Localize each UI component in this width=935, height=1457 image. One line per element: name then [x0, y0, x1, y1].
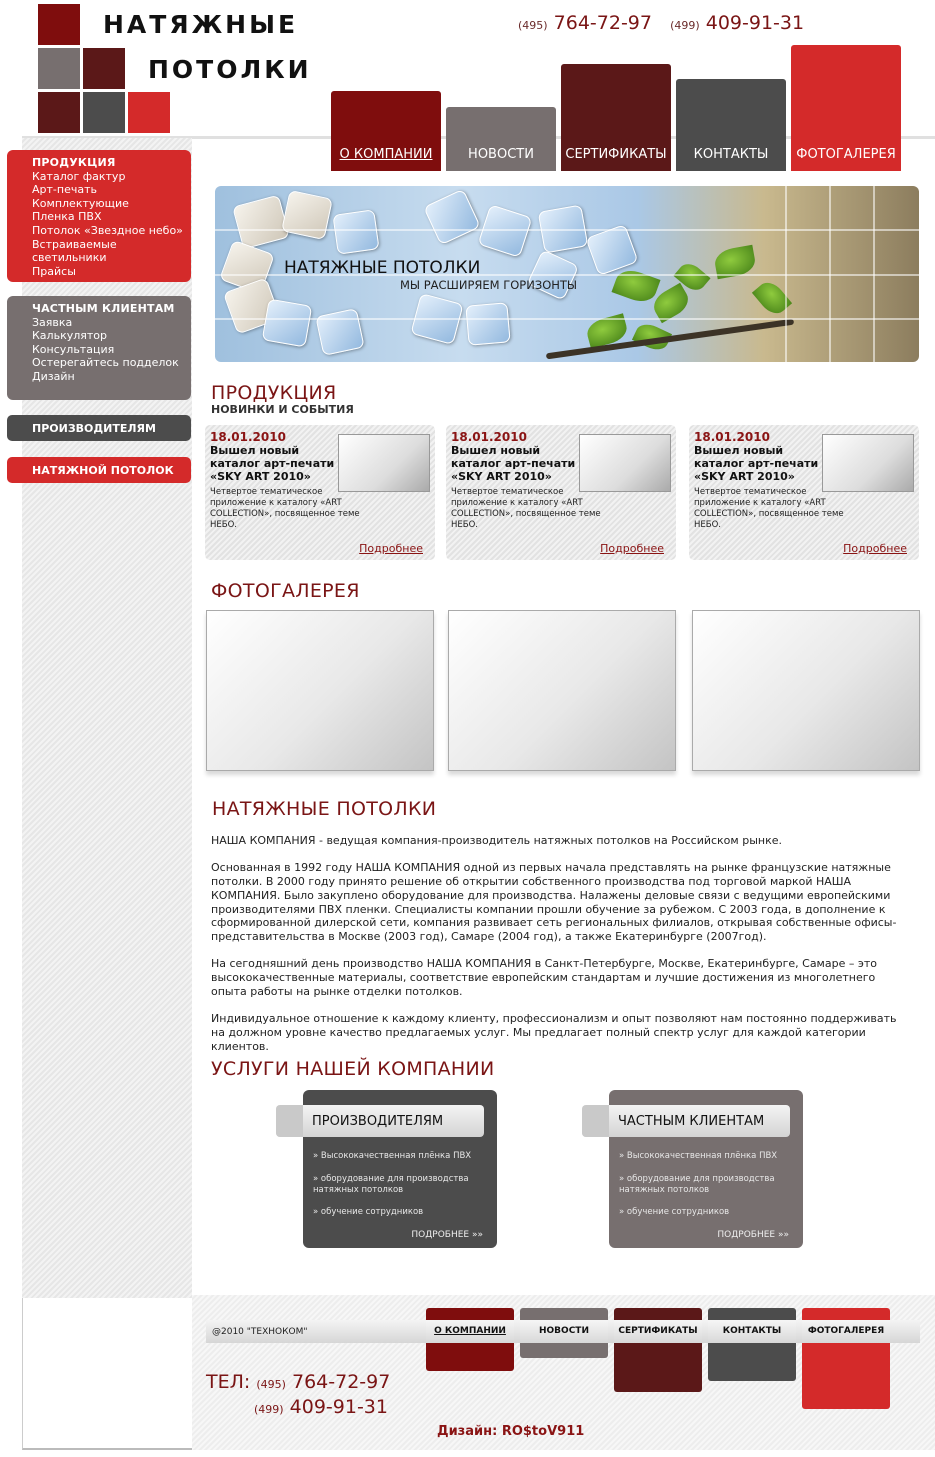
nav-tab-certificates[interactable]: [561, 64, 671, 171]
sidebar-item[interactable]: Консультация: [32, 342, 115, 356]
news-thumbnail[interactable]: [822, 434, 914, 492]
banner-tile: [585, 224, 638, 276]
nav-tab-about[interactable]: [331, 91, 441, 171]
news-date: 18.01.2010: [451, 430, 527, 444]
footer-phones: [206, 1371, 390, 1421]
footer-nav-news[interactable]: [520, 1308, 608, 1358]
service-item: » обучение сотрудников: [313, 1207, 424, 1217]
footer-nav-gallery[interactable]: [802, 1308, 890, 1409]
banner-grid: [215, 318, 919, 320]
sidebar-producers-button[interactable]: ПРОИЗВОДИТЕЛЯМ: [7, 415, 191, 441]
phone-code: (499): [670, 19, 700, 32]
phone-code: (495): [518, 19, 548, 32]
banner-subtitle: МЫ РАСШИРЯЕМ ГОРИЗОНТЫ: [400, 278, 578, 292]
sidebar-item[interactable]: Комплектующие: [32, 196, 129, 210]
news-thumbnail[interactable]: [338, 434, 430, 492]
logo-square: [128, 92, 170, 133]
nav-tab-label: ФОТОГАЛЕРЕЯ: [796, 147, 896, 162]
hero-banner: [215, 186, 919, 362]
logo-square: [38, 92, 80, 133]
sidebar-products-title[interactable]: ПРОДУКЦИЯ: [32, 156, 116, 169]
service-card-producers: [303, 1090, 497, 1248]
banner-grid: [785, 186, 787, 362]
nav-tab-label: КОНТАКТЫ: [693, 147, 769, 162]
news-date: 18.01.2010: [694, 430, 770, 444]
banner-grid: [873, 186, 875, 362]
footer-nav-contacts[interactable]: [708, 1308, 796, 1381]
sidebar-products-block: [7, 150, 191, 282]
about-paragraph: НАША КОМПАНИЯ - ведущая компания-производитель натяжных потолков на Российском рынке.: [211, 834, 782, 847]
banner-tile: [478, 204, 533, 258]
footer-copyright: @2010 "ТЕХНОКОМ": [212, 1327, 308, 1337]
news-card: [689, 425, 919, 560]
news-card: [205, 425, 435, 560]
news-more-link[interactable]: Подробнее: [600, 542, 664, 555]
banner-tile: [262, 298, 313, 347]
sidebar-item[interactable]: Прайсы: [32, 264, 76, 278]
footer-nav-label: СЕРТИФИКАТЫ: [614, 1320, 702, 1343]
banner-tile: [281, 190, 333, 240]
service-more-link[interactable]: ПОДРОБНЕЕ »»: [717, 1230, 789, 1240]
news-text: Четвертое тематическое приложение к каталогу «ART COLLECTION», посвященное теме НЕБО.: [210, 487, 360, 530]
service-card-title[interactable]: ЧАСТНЫМ КЛИЕНТАМ: [582, 1105, 790, 1137]
footer-nav-certificates[interactable]: [614, 1308, 702, 1392]
phone-code: (495): [256, 1378, 286, 1391]
banner-title: НАТЯЖНЫЕ ПОТОЛКИ: [284, 258, 481, 278]
nav-tab-news[interactable]: [446, 107, 556, 171]
nav-tab-contacts[interactable]: [676, 79, 786, 171]
service-card-title[interactable]: ПРОИЗВОДИТЕЛЯМ: [276, 1105, 484, 1137]
news-text: Четвертое тематическое приложение к каталогу «ART COLLECTION», посвященное теме НЕБО.: [451, 487, 601, 530]
sidebar-item[interactable]: Потолок «Звездное небо»: [32, 223, 183, 237]
sidebar-item[interactable]: Заявка: [32, 315, 73, 329]
banner-tile: [332, 209, 379, 254]
news-title[interactable]: Вышел новый каталог арт-печати «SKY ART 2010»: [210, 444, 335, 483]
news-title[interactable]: Вышел новый каталог арт-печати «SKY ART 2010»: [694, 444, 819, 483]
footer-design-credit[interactable]: Дизайн: RO$toV911: [437, 1424, 585, 1439]
gallery-photo[interactable]: [692, 610, 920, 771]
phone-number: 409-91-31: [705, 12, 805, 34]
banner-branch: [546, 319, 794, 360]
footer-nav-label: О КОМПАНИИ: [426, 1320, 514, 1343]
service-item: » Высококачественная плёнка ПВХ: [619, 1151, 778, 1161]
service-card-clients: [609, 1090, 803, 1248]
services-title: УСЛУГИ НАШЕЙ КОМПАНИИ: [211, 1058, 495, 1080]
sidebar-item[interactable]: Арт-печать: [32, 183, 97, 197]
nav-tab-gallery[interactable]: [791, 45, 901, 171]
service-item: » Высококачественная плёнка ПВХ: [313, 1151, 472, 1161]
logo-line-2: ПОТОЛКИ: [148, 55, 312, 84]
footer-nav-label: НОВОСТИ: [520, 1320, 608, 1343]
sidebar-item[interactable]: Каталог фактур: [32, 169, 126, 183]
gallery-photo[interactable]: [448, 610, 676, 771]
sidebar-item[interactable]: Пленка ПВХ: [32, 210, 102, 224]
phone-code: (499): [254, 1403, 284, 1416]
gallery-photo[interactable]: [206, 610, 434, 771]
sidebar-item[interactable]: Дизайн: [32, 369, 75, 383]
footer-nav-label: ФОТОГАЛЕРЕЯ: [802, 1320, 890, 1343]
about-text: [211, 834, 911, 1067]
news-date: 18.01.2010: [210, 430, 286, 444]
news-thumbnail[interactable]: [579, 434, 671, 492]
banner-tile: [465, 302, 510, 346]
about-paragraph: Основанная в 1992 году НАША КОМПАНИЯ одной из первых начала представлять на рынке французские натяжные потолки. В 2000 году принято решение об открытии собственного производства под торговой маркой НАША КОМПАНИЯ. Было закуплено оборудование для производства. Налажены деловые связи с ведущими европейскими производителями ПВХ пленки. Специалисты компании прошли обучение за рубежом. С 2003 года, в дополнение к сформированной дилерской сети, компания развивает сеть региональных филиалов, открывая собственные офисы-представительства в Москве (2003 год), Самаре (2004 год), а также Екатеринбурге (2007год).: [211, 861, 897, 943]
banner-grid: [829, 186, 831, 362]
gallery-title: ФОТОГАЛЕРЕЯ: [211, 580, 360, 602]
header-phones: [518, 12, 804, 34]
banner-tile: [423, 189, 481, 246]
logo-square: [83, 48, 125, 89]
sidebar-item[interactable]: Калькулятор: [32, 329, 107, 343]
phone-number: 764-72-97: [292, 1371, 391, 1393]
service-item: » оборудование для производства натяжных потолков: [619, 1174, 775, 1195]
nav-tab-label: О КОМПАНИИ: [339, 147, 433, 162]
service-more-link[interactable]: ПОДРОБНЕЕ »»: [411, 1230, 483, 1240]
banner-grid: [215, 229, 919, 231]
products-section-subtitle: НОВИНКИ И СОБЫТИЯ: [211, 403, 354, 416]
sidebar-clients-title[interactable]: ЧАСТНЫМ КЛИЕНТАМ: [32, 302, 175, 315]
sidebar-item[interactable]: Остерегайтесь подделок: [32, 356, 179, 370]
footer-nav-about[interactable]: [426, 1308, 514, 1371]
news-card: [446, 425, 676, 560]
footer-nav-label: КОНТАКТЫ: [708, 1320, 796, 1343]
banner-tile: [232, 195, 290, 250]
sidebar-clients-block: [7, 296, 191, 400]
news-more-link[interactable]: Подробнее: [359, 542, 423, 555]
sidebar-item[interactable]: Встраиваемые светильники: [32, 237, 117, 265]
about-title: НАТЯЖНЫЕ ПОТОЛКИ: [212, 798, 437, 820]
nav-tab-label: СЕРТИФИКАТЫ: [565, 147, 667, 162]
phone-number: 764-72-97: [553, 12, 652, 34]
banner-leaf: [611, 266, 660, 307]
banner-tile: [315, 308, 364, 356]
news-more-link[interactable]: Подробнее: [843, 542, 907, 555]
footer-tel-label: ТЕЛ:: [206, 1371, 251, 1393]
news-text: Четвертое тематическое приложение к каталогу «ART COLLECTION», посвященное теме НЕБО.: [694, 487, 844, 530]
logo-square: [38, 48, 80, 89]
products-section-title: ПРОДУКЦИЯ: [211, 382, 337, 404]
logo-line-1: НАТЯЖНЫЕ: [103, 10, 299, 39]
about-paragraph: Индивидуальное отношение к каждому клиенту, профессионализм и опыт позволяют нам постоянно поддерживать на должном уровне качество предлагаемых услуг. Мы предлагает полный спектр услуг для каждой категории клиентов.: [211, 1012, 897, 1053]
nav-tab-label: НОВОСТИ: [468, 147, 534, 162]
logo-square: [38, 4, 80, 45]
logo-square: [83, 92, 125, 133]
sidebar-ceiling-button[interactable]: НАТЯЖНОЙ ПОТОЛОК: [7, 457, 191, 483]
news-title[interactable]: Вышел новый каталог арт-печати «SKY ART 2010»: [451, 444, 576, 483]
about-paragraph: На сегодняшний день производство НАША КОМПАНИЯ в Санкт-Петербурге, Москве, Екатеринбурге, Самаре – это высококачественные материалы, соответствие европейским стандартам и лучшие достижения из многолетнего опыта работы на рынке отделки потолков.: [211, 957, 878, 998]
phone-number: 409-91-31: [289, 1396, 388, 1418]
service-item: » оборудование для производства натяжных потолков: [313, 1174, 469, 1195]
service-item: » обучение сотрудников: [619, 1207, 730, 1217]
